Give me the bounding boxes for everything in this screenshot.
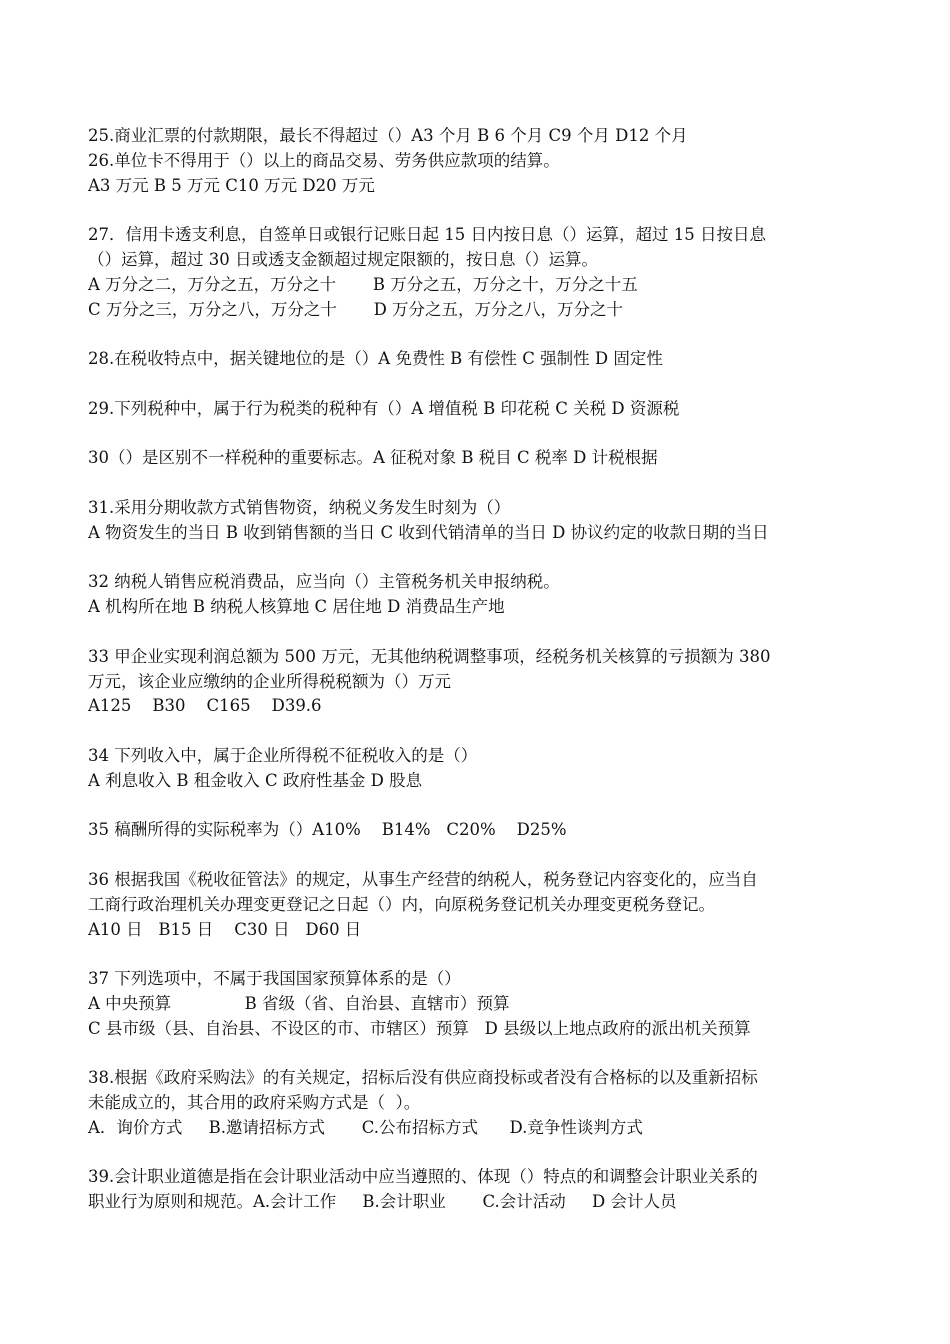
question-q38: [88, 1066, 878, 1140]
blank-line: [88, 719, 878, 744]
blank-line: [88, 422, 878, 447]
question-q32: [88, 570, 878, 620]
question-line: 31.采用分期收款方式销售物资，纳税义务发生时刻为（）: [88, 497, 511, 517]
blank-line: [88, 471, 878, 496]
question-line: 职业行为原则和规范。A.会计工作 B.会计职业 C.会计活动 D 会计人员: [88, 1192, 677, 1212]
question-line: C 万分之三，万分之八，万分之十 D 万分之五，万分之八，万分之十: [88, 299, 624, 319]
blank-line: [88, 546, 878, 571]
question-q37: [88, 967, 878, 1041]
blank-line: [88, 942, 878, 967]
question-line: A10 日 B15 日 C30 日 D60 日: [88, 919, 362, 939]
question-line: 34 下列收入中，属于企业所得税不征税收入的是（）: [88, 745, 478, 765]
blank-line: [88, 198, 878, 223]
question-line: A3 万元 B 5 万元 C10 万元 D20 万元: [88, 175, 375, 195]
question-line: C 县市级（县、自治县、不设区的市、市辖区）预算 D 县级以上地点政府的派出机关预算: [88, 1018, 751, 1038]
question-line: 工商行政治理机关办理变更登记之日起（）内，向原税务登记机关办理变更税务登记。: [88, 894, 715, 914]
question-q27: [88, 223, 878, 322]
question-line: 未能成立的，其合用的政府采购方式是（ ）。: [88, 1093, 421, 1113]
question-q30: [88, 446, 878, 471]
question-q34: [88, 744, 878, 794]
question-line: 33 甲企业实现利润总额为 500 万元，无其他纳税调整事项，经税务机关核算的亏损额为 380: [88, 646, 771, 666]
question-q28: [88, 347, 878, 372]
question-line: A 万分之二，万分之五，万分之十 B 万分之五，万分之十，万分之十五: [88, 274, 638, 294]
document-page: [88, 124, 878, 1215]
question-line: 万元，该企业应缴纳的企业所得税税额为（）万元: [88, 671, 451, 691]
question-line: 32 纳税人销售应税消费品，应当向（）主管税务机关申报纳税。: [88, 572, 560, 592]
question-line: A．询价方式 B.邀请招标方式 C.公布招标方式 D.竞争性谈判方式: [88, 1117, 643, 1137]
question-line: 37 下列选项中，不属于我国国家预算体系的是（）: [88, 969, 461, 989]
question-q33: [88, 645, 878, 719]
question-q29: [88, 397, 878, 422]
blank-line: [88, 1041, 878, 1066]
question-line: A 机构所在地 B 纳税人核算地 C 居住地 D 消费品生产地: [88, 597, 505, 617]
blank-line: [88, 794, 878, 819]
question-line: A 利息收入 B 租金收入 C 政府性基金 D 股息: [88, 770, 423, 790]
question-q26: [88, 149, 878, 199]
question-line: 38.根据《政府采购法》的有关规定，招标后没有供应商投标或者没有合格标的以及重新招标: [88, 1068, 758, 1088]
question-line: A125 B30 C165 D39.6: [88, 696, 322, 716]
question-line: 39.会计职业道德是指在会计职业活动中应当遵照的、体现（）特点的和调整会计职业关系的: [88, 1167, 758, 1187]
blank-line: [88, 1141, 878, 1166]
question-line: 29.下列税种中，属于行为税类的税种有（）A 增值税 B 印花税 C 关税 D 资源税: [88, 398, 680, 418]
question-line: A 中央预算 B 省级（省、自治县、直辖市）预算: [88, 993, 510, 1013]
question-line: 26.单位卡不得用于（）以上的商品交易、劳务供应款项的结算。: [88, 150, 560, 170]
blank-line: [88, 620, 878, 645]
question-q39: [88, 1165, 878, 1215]
blank-line: [88, 372, 878, 397]
question-q25: [88, 124, 878, 149]
question-line: 25.商业汇票的付款期限，最长不得超过（）A3 个月 B 6 个月 C9 个月 D12 个月: [88, 126, 688, 145]
question-line: 27．信用卡透支利息，自签单日或银行记账日起 15 日内按日息（）运算，超过 15 日按日息: [88, 225, 766, 245]
question-line: 36 根据我国《税收征管法》的规定，从事生产经营的纳税人，税务登记内容变化的，应当自: [88, 869, 758, 889]
question-line: 35 稿酬所得的实际税率为（）A10% B14% C20% D25%: [88, 820, 567, 840]
blank-line: [88, 843, 878, 868]
question-q36: [88, 868, 878, 942]
question-line: A 物资发生的当日 B 收到销售额的当日 C 收到代销清单的当日 D 协议约定的收款日期的当日: [88, 522, 769, 542]
question-line: 30（）是区别不一样税种的重要标志。A 征税对象 B 税目 C 税率 D 计税根据: [88, 448, 658, 468]
blank-line: [88, 322, 878, 347]
question-q31: [88, 496, 878, 546]
question-line: （）运算，超过 30 日或透支金额超过规定限额的，按日息（）运算。: [88, 249, 598, 269]
question-q35: [88, 818, 878, 843]
question-line: 28.在税收特点中，据关键地位的是（）A 免费性 B 有偿性 C 强制性 D 固定性: [88, 349, 663, 369]
